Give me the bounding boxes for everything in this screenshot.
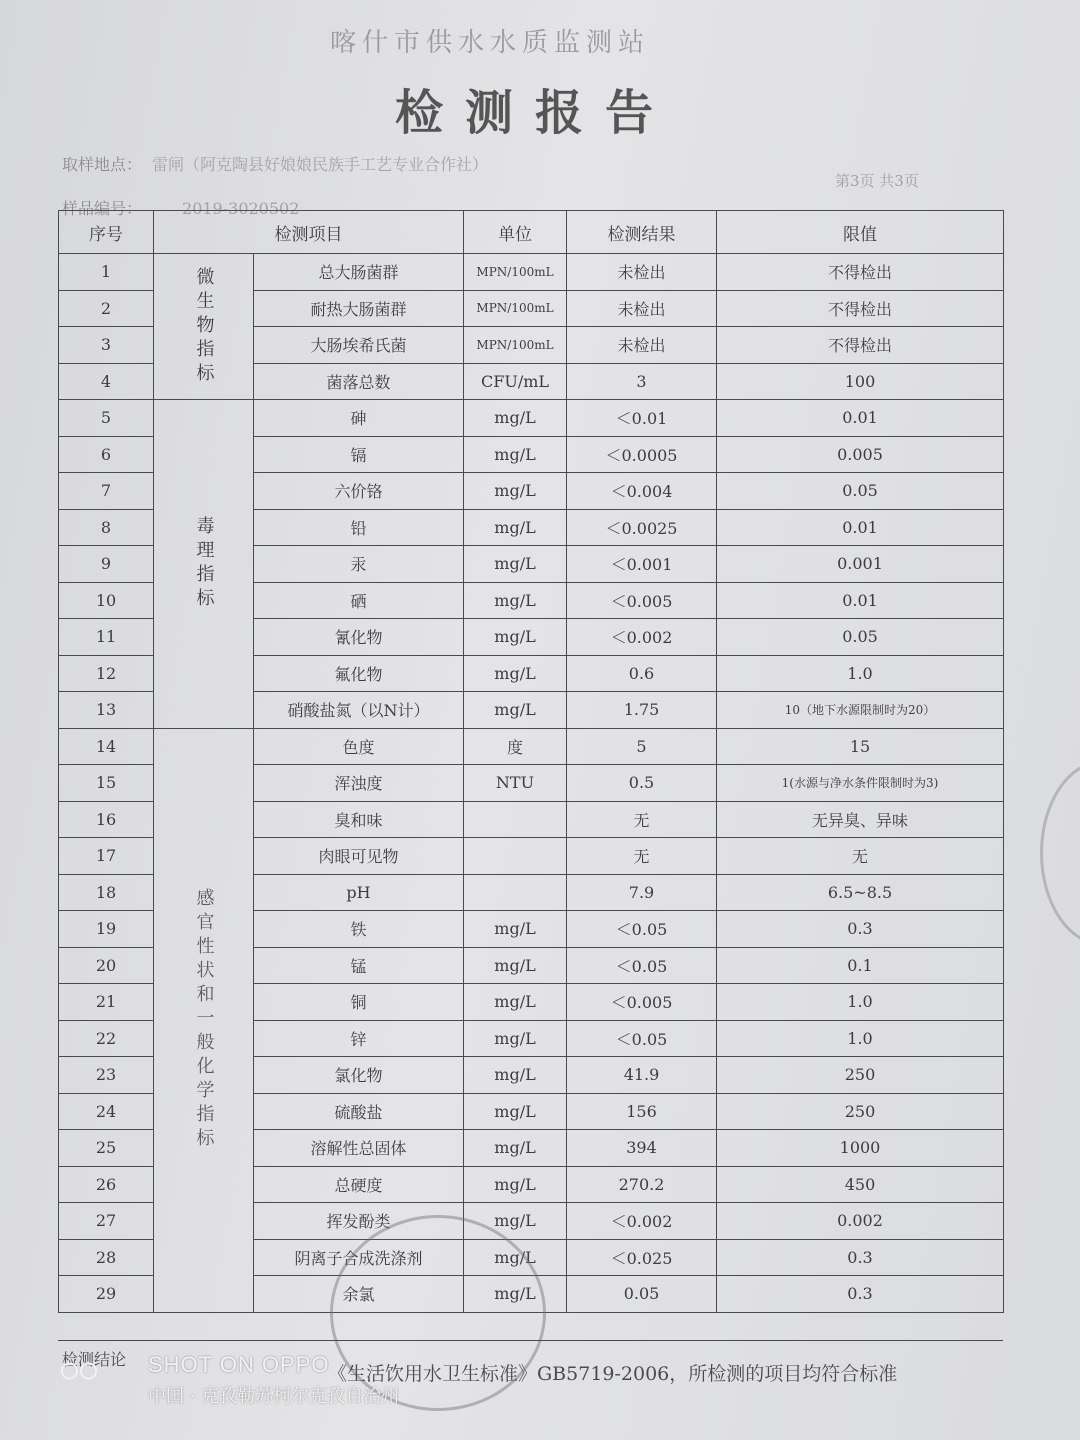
test-result: 3 [567, 363, 717, 400]
limit-value: 0.002 [717, 1203, 1004, 1240]
test-item: 挥发酚类 [254, 1203, 464, 1240]
test-result: ＜0.05 [567, 911, 717, 948]
limit-value: 0.3 [717, 911, 1004, 948]
row-number: 9 [59, 546, 154, 583]
conclusion-text: 《生活饮用水卫生标准》GB5719-2006，所检测的项目均符合标准 [328, 1363, 898, 1385]
row-number: 25 [59, 1130, 154, 1167]
row-number: 24 [59, 1093, 154, 1130]
unit: mg/L [464, 1020, 567, 1057]
unit: mg/L [464, 655, 567, 692]
header-item: 检测项目 [154, 211, 464, 254]
row-number: 16 [59, 801, 154, 838]
test-result: 0.6 [567, 655, 717, 692]
test-item: 汞 [254, 546, 464, 583]
row-number: 1 [59, 254, 154, 291]
limit-value: 不得检出 [717, 254, 1004, 291]
header-result: 检测结果 [567, 211, 717, 254]
limit-value: 1000 [717, 1130, 1004, 1167]
test-result: 未检出 [567, 254, 717, 291]
test-result: ＜0.05 [567, 947, 717, 984]
row-number: 7 [59, 473, 154, 510]
test-item: 铁 [254, 911, 464, 948]
table-body [59, 254, 1004, 1313]
watermark-brand: SHOT ON OPPO [148, 1352, 330, 1377]
row-number: 23 [59, 1057, 154, 1094]
table-row [59, 400, 1004, 437]
test-result: 7.9 [567, 874, 717, 911]
test-result: ＜0.025 [567, 1239, 717, 1276]
test-result: 5 [567, 728, 717, 765]
camera-brand-icon [60, 1352, 98, 1390]
test-item: 砷 [254, 400, 464, 437]
unit: mg/L [464, 509, 567, 546]
test-result: ＜0.0025 [567, 509, 717, 546]
row-number: 13 [59, 692, 154, 729]
unit: MPN/100mL [464, 290, 567, 327]
limit-value: 250 [717, 1057, 1004, 1094]
unit: mg/L [464, 1203, 567, 1240]
test-item: 色度 [254, 728, 464, 765]
limit-value: 10（地下水源限制时为20） [717, 692, 1004, 729]
test-item: 浑浊度 [254, 765, 464, 802]
sampling-location-value: 雷闸（阿克陶县好娘娘民族手工艺专业合作社） [152, 155, 489, 174]
header-no: 序号 [59, 211, 154, 254]
unit: mg/L [464, 473, 567, 510]
limit-value: 15 [717, 728, 1004, 765]
test-item: 六价铬 [254, 473, 464, 510]
test-result: ＜0.05 [567, 1020, 717, 1057]
conclusion-label: 检测结论 [62, 1350, 127, 1369]
test-item: 阴离子合成洗涤剂 [254, 1239, 464, 1276]
row-number: 10 [59, 582, 154, 619]
row-number: 8 [59, 509, 154, 546]
header-unit: 单位 [464, 211, 567, 254]
category-micro: 微生物指标 [154, 254, 254, 400]
unit [464, 874, 567, 911]
unit: mg/L [464, 1130, 567, 1167]
limit-value: 不得检出 [717, 327, 1004, 364]
unit: MPN/100mL [464, 254, 567, 291]
test-item: 溶解性总固体 [254, 1130, 464, 1167]
test-item: 余氯 [254, 1276, 464, 1313]
test-result: ＜0.004 [567, 473, 717, 510]
limit-value: 0.01 [717, 509, 1004, 546]
row-number: 19 [59, 911, 154, 948]
limit-value: 1.0 [717, 1020, 1004, 1057]
test-item: 总大肠菌群 [254, 254, 464, 291]
limit-value: 0.01 [717, 582, 1004, 619]
test-result: 0.5 [567, 765, 717, 802]
row-number: 21 [59, 984, 154, 1021]
limit-value: 0.001 [717, 546, 1004, 583]
limit-value: 无 [717, 838, 1004, 875]
unit: 度 [464, 728, 567, 765]
test-result: ＜0.005 [567, 582, 717, 619]
test-result: 41.9 [567, 1057, 717, 1094]
limit-value: 0.3 [717, 1239, 1004, 1276]
test-item: 镉 [254, 436, 464, 473]
test-item: 氟化物 [254, 655, 464, 692]
test-item: 铅 [254, 509, 464, 546]
limit-value: 6.5~8.5 [717, 874, 1004, 911]
row-number: 26 [59, 1166, 154, 1203]
unit: mg/L [464, 984, 567, 1021]
test-result: 0.05 [567, 1276, 717, 1313]
row-number: 17 [59, 838, 154, 875]
test-item: 硝酸盐氮（以N计） [254, 692, 464, 729]
sample-number-label: 样品编号： [62, 199, 143, 218]
report-title: 检测报告 [395, 85, 676, 141]
test-item: 氰化物 [254, 619, 464, 656]
test-item: pH [254, 874, 464, 911]
test-result: 394 [567, 1130, 717, 1167]
unit: mg/L [464, 546, 567, 583]
limit-value: 0.05 [717, 619, 1004, 656]
test-result: ＜0.001 [567, 546, 717, 583]
unit: mg/L [464, 1166, 567, 1203]
unit [464, 838, 567, 875]
row-number: 5 [59, 400, 154, 437]
test-item: 耐热大肠菌群 [254, 290, 464, 327]
camera-watermark [60, 1350, 480, 1420]
table-row [59, 728, 1004, 765]
limit-value: 450 [717, 1166, 1004, 1203]
sampling-location [62, 152, 488, 175]
category-tox: 毒理指标 [154, 400, 254, 729]
test-results-table [58, 210, 1004, 1313]
limit-value: 0.3 [717, 1276, 1004, 1313]
test-result: ＜0.005 [567, 984, 717, 1021]
limit-value: 1(水源与净水条件限制时为3) [717, 765, 1004, 802]
test-result: 未检出 [567, 290, 717, 327]
limit-value: 1.0 [717, 655, 1004, 692]
row-number: 4 [59, 363, 154, 400]
unit: NTU [464, 765, 567, 802]
unit: mg/L [464, 947, 567, 984]
unit: mg/L [464, 436, 567, 473]
test-item: 锌 [254, 1020, 464, 1057]
unit: CFU/mL [464, 363, 567, 400]
limit-value: 1.0 [717, 984, 1004, 1021]
limit-value: 不得检出 [717, 290, 1004, 327]
watermark-location: 中国 · 克孜勒苏柯尔克孜自治州 [148, 1386, 400, 1407]
sampling-location-label: 取样地点： [62, 155, 143, 174]
table-row [59, 254, 1004, 291]
row-number: 22 [59, 1020, 154, 1057]
test-result: 无 [567, 838, 717, 875]
test-result: ＜0.002 [567, 1203, 717, 1240]
test-item: 铜 [254, 984, 464, 1021]
header-limit: 限值 [717, 211, 1004, 254]
limit-value: 0.1 [717, 947, 1004, 984]
test-item: 锰 [254, 947, 464, 984]
row-number: 3 [59, 327, 154, 364]
test-result: ＜0.002 [567, 619, 717, 656]
test-result: 270.2 [567, 1166, 717, 1203]
unit: MPN/100mL [464, 327, 567, 364]
limit-value: 250 [717, 1093, 1004, 1130]
unit: mg/L [464, 1093, 567, 1130]
test-item: 肉眼可见物 [254, 838, 464, 875]
unit: mg/L [464, 619, 567, 656]
test-result: ＜0.01 [567, 400, 717, 437]
row-number: 2 [59, 290, 154, 327]
test-result: 156 [567, 1093, 717, 1130]
table-header-row [59, 211, 1004, 254]
row-number: 29 [59, 1276, 154, 1313]
unit: mg/L [464, 911, 567, 948]
row-number: 27 [59, 1203, 154, 1240]
test-item: 硒 [254, 582, 464, 619]
organization-name: 喀什市供水水质监测站 [330, 28, 651, 58]
test-result: 未检出 [567, 327, 717, 364]
limit-value: 无异臭、异味 [717, 801, 1004, 838]
row-number: 15 [59, 765, 154, 802]
test-item: 硫酸盐 [254, 1093, 464, 1130]
category-general: 感官性状和一般化学指标 [154, 728, 254, 1312]
row-number: 18 [59, 874, 154, 911]
unit: mg/L [464, 582, 567, 619]
row-number: 14 [59, 728, 154, 765]
test-item: 菌落总数 [254, 363, 464, 400]
limit-value: 0.01 [717, 400, 1004, 437]
test-result: 1.75 [567, 692, 717, 729]
test-item: 总硬度 [254, 1166, 464, 1203]
row-number: 12 [59, 655, 154, 692]
limit-value: 100 [717, 363, 1004, 400]
page-indicator: 第3页 共3页 [835, 172, 919, 190]
row-number: 11 [59, 619, 154, 656]
unit: mg/L [464, 692, 567, 729]
sample-number-value: 2019-3020502 [182, 199, 300, 218]
test-item: 大肠埃希氏菌 [254, 327, 464, 364]
limit-value: 0.05 [717, 473, 1004, 510]
test-result: 无 [567, 801, 717, 838]
limit-value: 0.005 [717, 436, 1004, 473]
test-result: ＜0.0005 [567, 436, 717, 473]
row-number: 20 [59, 947, 154, 984]
row-number: 28 [59, 1239, 154, 1276]
test-item: 臭和味 [254, 801, 464, 838]
unit [464, 801, 567, 838]
row-number: 6 [59, 436, 154, 473]
unit: mg/L [464, 400, 567, 437]
unit: mg/L [464, 1276, 567, 1313]
unit: mg/L [464, 1239, 567, 1276]
test-item: 氯化物 [254, 1057, 464, 1094]
unit: mg/L [464, 1057, 567, 1094]
